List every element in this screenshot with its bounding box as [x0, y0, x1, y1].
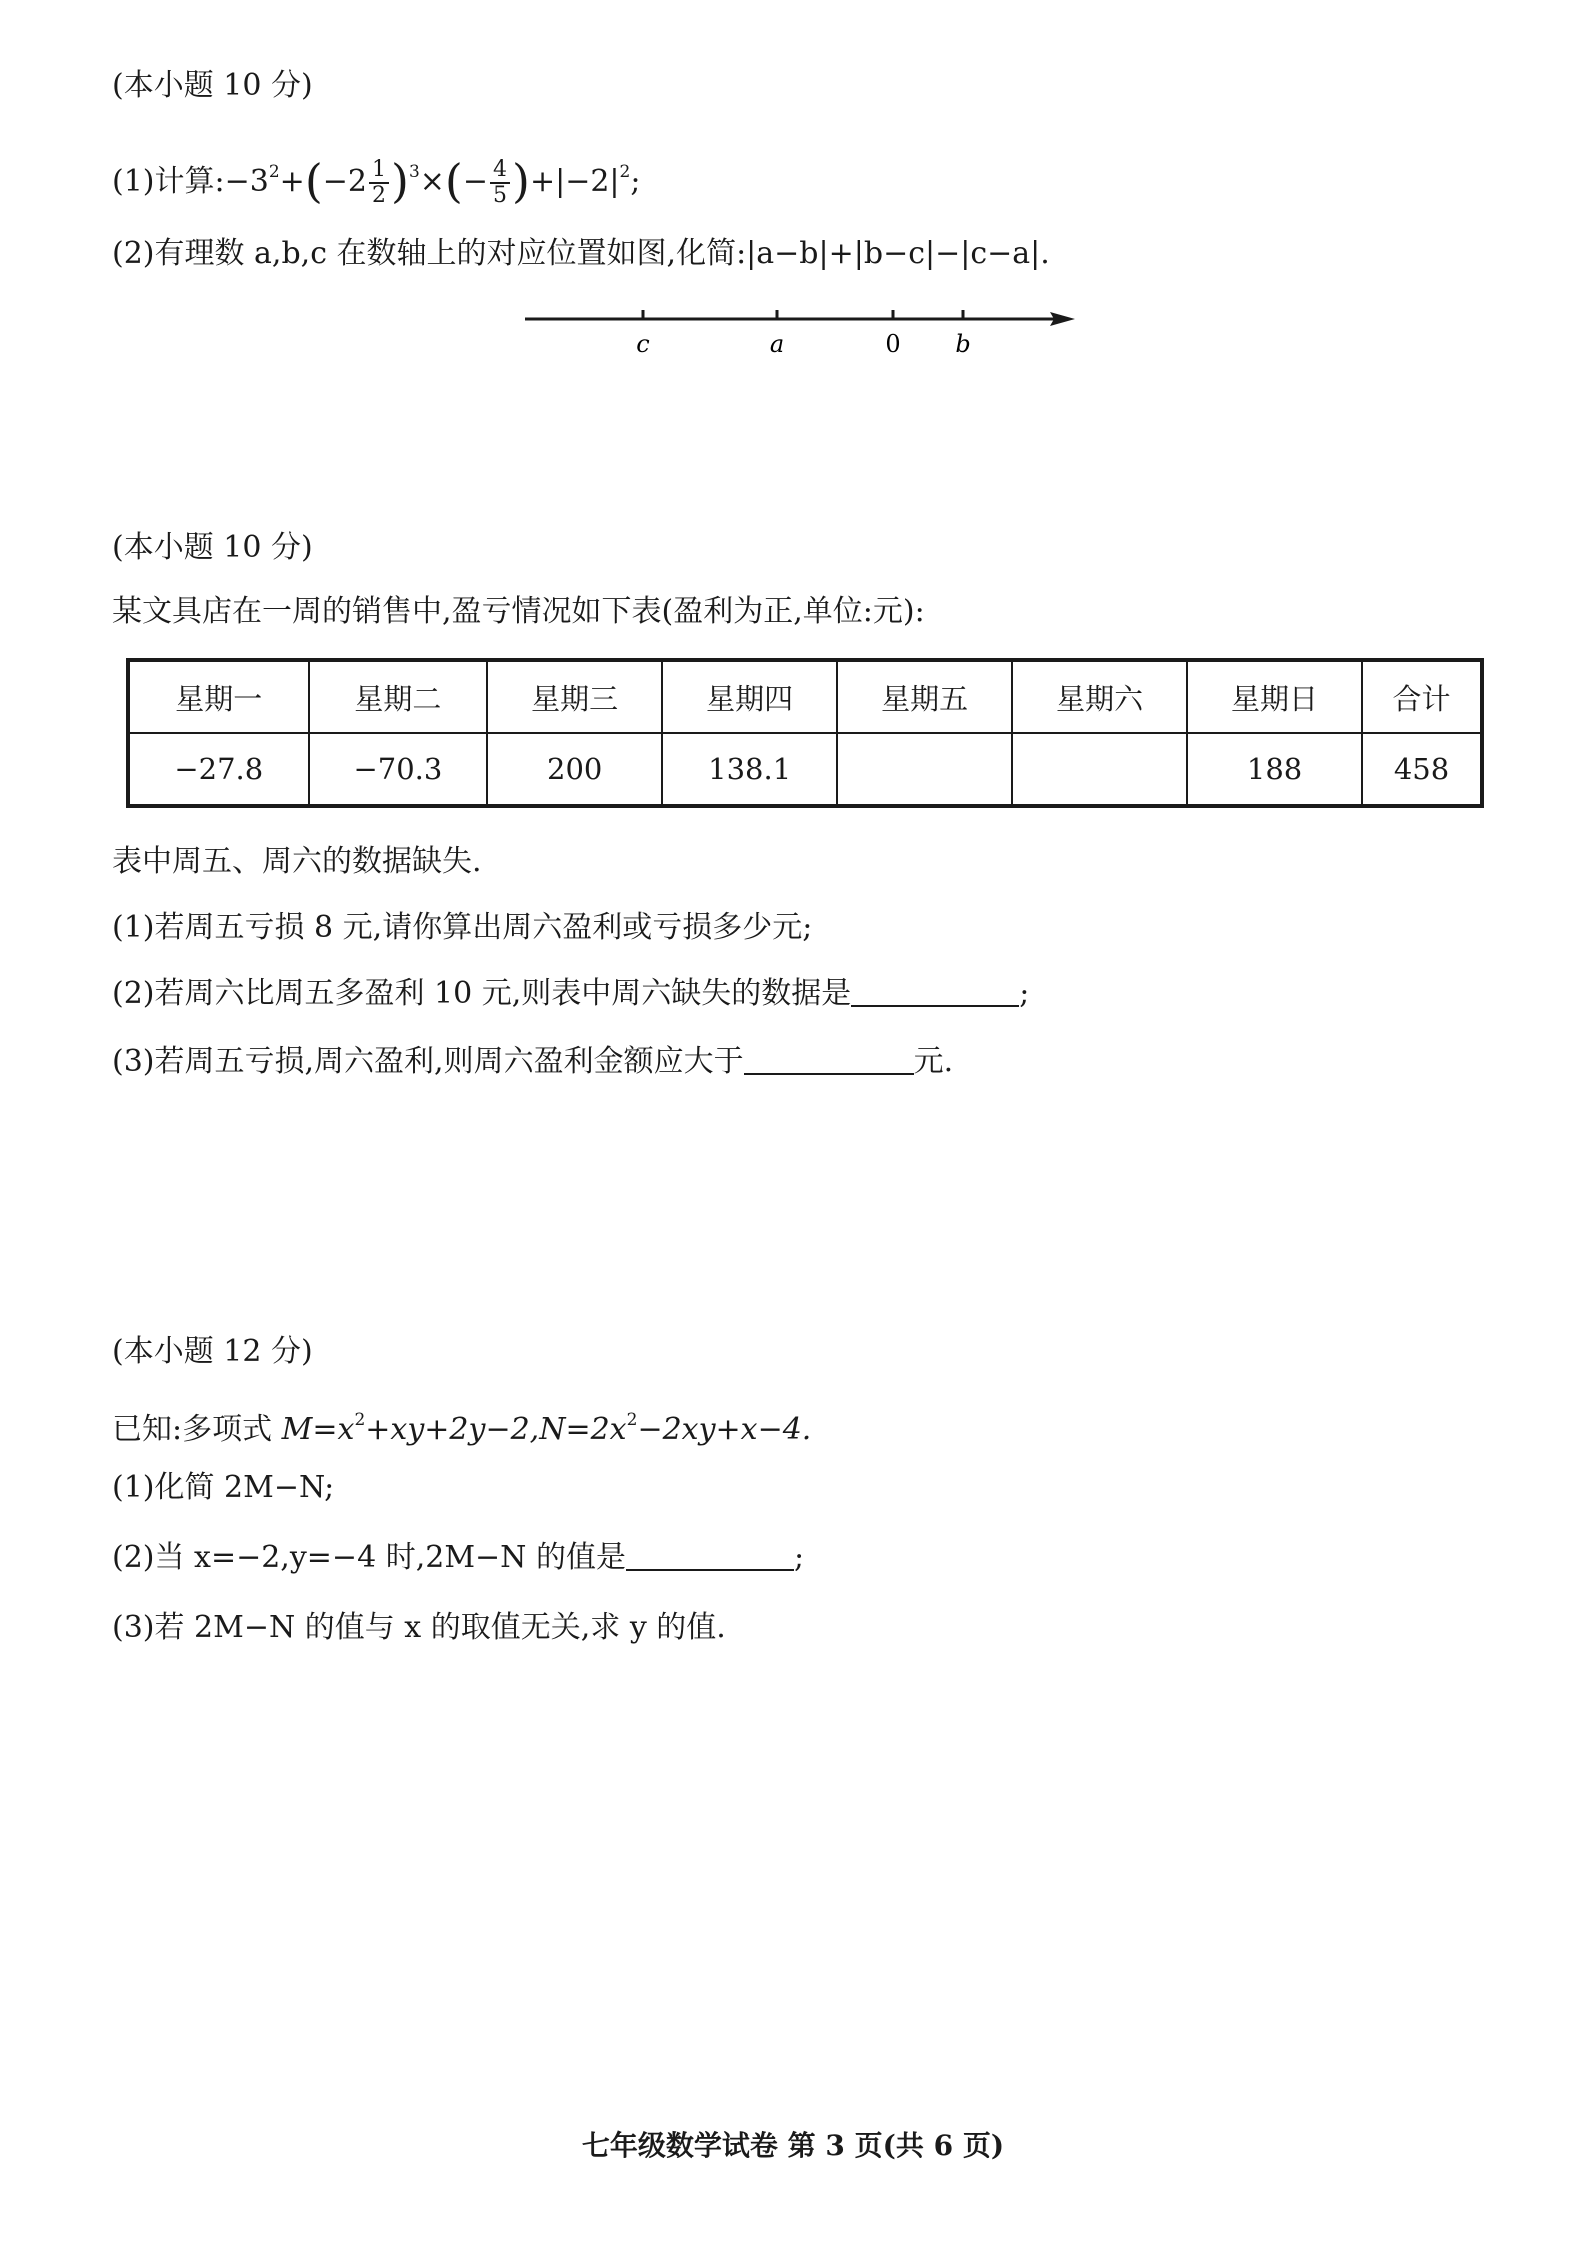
q2-part2: (2)若周六比周五多盈利 10 元,则表中周六缺失的数据是 ; — [112, 976, 1030, 1011]
table-cell-empty — [837, 733, 1012, 806]
table-header-cell: 星期五 — [837, 660, 1012, 733]
q1-header: (本小题 10 分) — [112, 68, 313, 103]
q1-p1-prefix: (1)计算: — [112, 164, 225, 199]
table-header-cell: 星期三 — [487, 660, 662, 733]
table-header-cell: 星期二 — [309, 660, 488, 733]
table-header-cell: 星期日 — [1187, 660, 1362, 733]
table-row — [128, 733, 1482, 806]
table-header-cell: 星期六 — [1012, 660, 1187, 733]
q2-note: 表中周五、周六的数据缺失. — [112, 844, 482, 879]
answer-blank — [626, 1539, 794, 1571]
label-c: c — [636, 330, 650, 358]
table-cell-empty — [1012, 733, 1187, 806]
table-header-cell: 合计 — [1362, 660, 1482, 733]
q1-p1-term3-sign: − — [462, 164, 489, 199]
sales-table — [126, 658, 1484, 808]
q1-p1-term1-exp: 2 — [268, 162, 280, 182]
table-cell: 200 — [487, 733, 662, 806]
q1-p1-end: ; — [630, 164, 641, 199]
q1-p1-term2-pre: −2 — [322, 164, 367, 199]
q1-p1-plus: + — [279, 164, 305, 199]
label-0: 0 — [885, 330, 901, 358]
q1-part1: (1)计算$:-3^2+(-2$ $\frac{1}{2}$ )$^3$×(− $\frac{4}{5}$ )$+|-2|^2$; — [112, 154, 641, 208]
q3-given: 已知:多项式 $M=x^2+xy+2y-2,N=2x^2-2xy+x-4$. — [112, 1410, 812, 1447]
q3-part1: (1)化简 2M−N; — [112, 1470, 335, 1505]
table-header-cell: 星期一 — [128, 660, 309, 733]
q3-header: (本小题 12 分) — [112, 1334, 313, 1369]
answer-blank — [744, 1043, 914, 1075]
q1-p1-term1: −3 — [224, 164, 269, 199]
table-cell: −27.8 — [128, 733, 309, 806]
number-line — [520, 300, 1080, 370]
q1-p1-term4: +|−2| — [529, 164, 620, 199]
table-cell: 138.1 — [662, 733, 837, 806]
q2-header: (本小题 10 分) — [112, 530, 313, 565]
q3-part3: (3)若 2M−N 的值与 x 的取值无关,求 y 的值. — [112, 1610, 726, 1645]
q1-p1-fraction-half: $\frac{1}{2}$ — [369, 158, 389, 208]
page-footer: 七年级数学试卷 第 3 页(共 6 页) — [581, 2129, 1005, 2162]
table-header-row — [128, 660, 1482, 733]
q2-intro: 某文具店在一周的销售中,盈亏情况如下表(盈利为正,单位:元): — [112, 594, 925, 629]
table-header-cell: 星期四 — [662, 660, 837, 733]
q1-part2: (2)有理数 a,b,c 在数轴上的对应位置如图,化简:|a−b|+|b−c|−|c−a|. — [112, 236, 1050, 271]
q1-p1-term4-exp: 2 — [619, 162, 631, 182]
q2-part1: (1)若周五亏损 8 元,请你算出周六盈利或亏损多少元; — [112, 910, 813, 945]
answer-blank — [851, 975, 1019, 1007]
q1-p1-fraction-four-fifths: $\frac{4}{5}$ — [490, 158, 510, 208]
q1-p1-term2-exp: 3 — [408, 162, 420, 182]
table-cell: −70.3 — [309, 733, 488, 806]
q3-part2: (2)当 x=−2,y=−4 时,2M−N 的值是 ; — [112, 1540, 805, 1575]
table-cell: 458 — [1362, 733, 1482, 806]
table-cell: 188 — [1187, 733, 1362, 806]
label-a: a — [769, 330, 785, 358]
q1-p1-times: × — [419, 164, 445, 199]
label-b: b — [955, 330, 971, 358]
q2-part3: (3)若周五亏损,周六盈利,则周六盈利金额应大于 元. — [112, 1044, 954, 1079]
